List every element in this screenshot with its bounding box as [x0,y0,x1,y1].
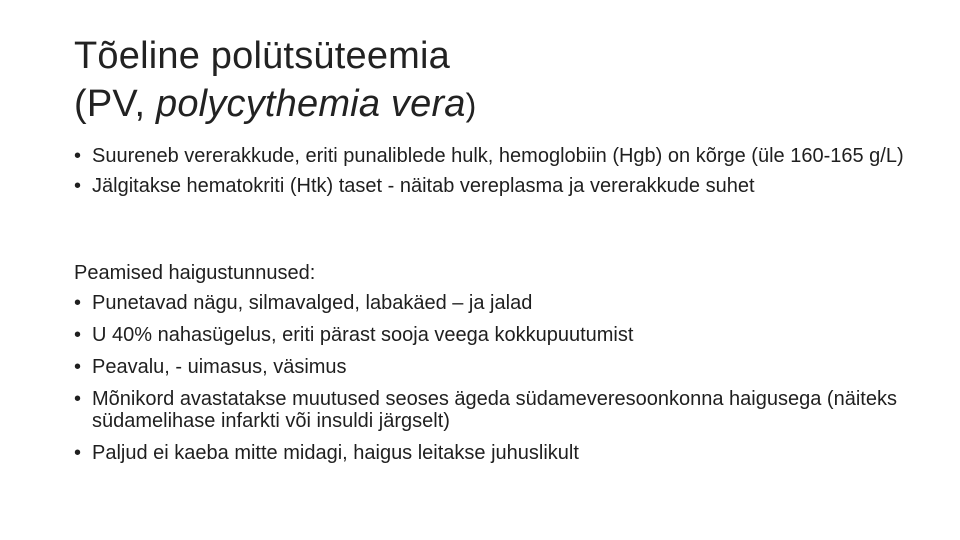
bullet-text: Jälgitakse hematokriti (Htk) taset - näitab vereplasma ja vererakkude suhet [92,175,755,197]
bullet-icon: • [74,324,82,346]
list-item [74,145,914,167]
title-line-2 [74,80,894,129]
symptoms-bullet-list [74,292,914,474]
bullet-text: Mõnikord avastatakse muutused seoses ägeda südameveresoonkonna haigusega (näiteks südamelihase infarkti või insuldi järgselt) [92,388,897,432]
list-item [74,388,914,432]
list-item [74,175,914,197]
bullet-text: U 40% nahasügelus, eriti pärast sooja veega kokkupuutumist [92,324,634,346]
bullet-text: Peavalu, - uimasus, väsimus [92,356,347,378]
bullet-text: Paljud ei kaeba mitte midagi, haigus leitakse juhuslikult [92,442,579,464]
title-suffix: ) [465,87,477,123]
slide-title [74,32,894,129]
bullet-icon: • [74,145,82,167]
title-line-1: Tõeline polütsüteemia [74,35,450,77]
title-prefix: (PV, [74,83,156,125]
bullet-icon: • [74,175,82,197]
bullet-text: Punetavad nägu, silmavalged, labakäed – ja jalad [92,292,533,314]
bullet-text: Suureneb vererakkude, eriti punaliblede hulk, hemoglobiin (Hgb) on kõrge (üle 160-165 g/L) [92,145,904,167]
bullet-icon: • [74,442,82,464]
bullet-icon: • [74,388,82,410]
bullet-icon: • [74,292,82,314]
symptoms-heading: Peamised haigustunnused: [74,262,316,284]
bullet-icon: • [74,356,82,378]
intro-bullet-list [74,145,914,205]
list-item [74,292,914,314]
list-item [74,356,914,378]
list-item [74,442,914,464]
list-item [74,324,914,346]
title-latin-name: polycythemia vera [155,83,466,125]
